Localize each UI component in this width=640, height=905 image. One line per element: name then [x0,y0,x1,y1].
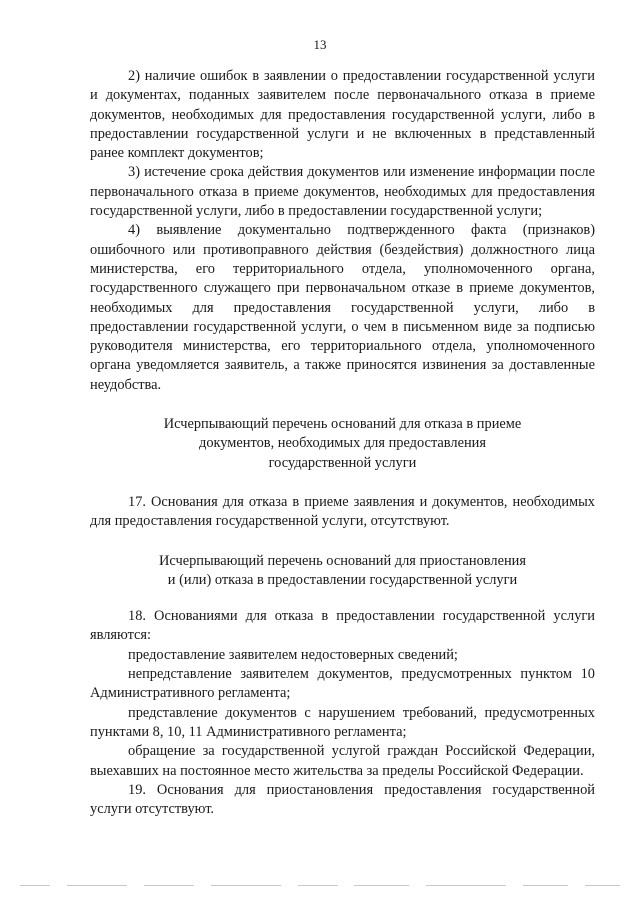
paragraph-item-2: 2) наличие ошибок в заявлении о предоставлении государственной услуги и документах, поданных заявителем после первоначального отказа в приеме документов, необходимых для предоставления государственной услуги, либо в предоставлении государственной услуги и не включенных в представленный ранее комплект документов; [90,68,595,162]
ground-emigrated-citizens: обращение за государственной услугой граждан Российской Федерации, выехавших на постоянное место жительства за пределы Российской Федерации. [90,743,595,779]
paragraph-item-4: 4) выявление документально подтвержденного факта (признаков) ошибочного или противоправного действия (бездействия) должностного лица министерства, его территориального отдела, уполномоченного органа, государственного служащего при первоначальном отказе в приеме документов, необходимых для предоставления государственной услуги, либо в предоставлении государственной услуги, о чем в письменном виде за подписью руководителя министерства, его территориального отдела, уполномоченного органа уведомляется заявитель, а также приносятся извинения за доставленные неудобства. [90,222,595,393]
ground-missing-documents: непредставление заявителем документов, предусмотренных пунктом 10 Административного регламента; [90,666,595,702]
page-number: 13 [313,37,327,52]
section-heading-refusal-grounds: Исчерпывающий перечень оснований для отказа в приеме документов, необходимых для предоставления государственной услуги [163,416,522,471]
paragraph-17: 17. Основания для отказа в приеме заявления и документов, необходимых для предоставления государственной услуги, отсутствуют. [90,493,595,530]
paragraph-item-3: 3) истечение срока действия документов или изменение информации после первоначального отказа в приеме документов, необходимых для предоставления государственной услуги, либо в предоставлении государственной услуги; [90,164,595,220]
scan-edge-marks [20,885,620,888]
paragraph-19: 19. Основания для приостановления предоставления государственной услуги отсутствуют. [90,781,595,818]
paragraph-18: 18. Основаниями для отказа в предоставлении государственной услуги являются: [90,608,595,644]
ground-false-info: предоставление заявителем недостоверных сведений; [128,646,458,663]
ground-requirements-violation: представление документов с нарушением требований, предусмотренных пунктами 8, 10, 11 Административного регламента; [90,704,595,740]
section-heading-suspension-grounds: Исчерпывающий перечень оснований для приостановления и (или) отказа в предоставлении государственной услуги [158,552,527,588]
document-body [90,67,595,819]
